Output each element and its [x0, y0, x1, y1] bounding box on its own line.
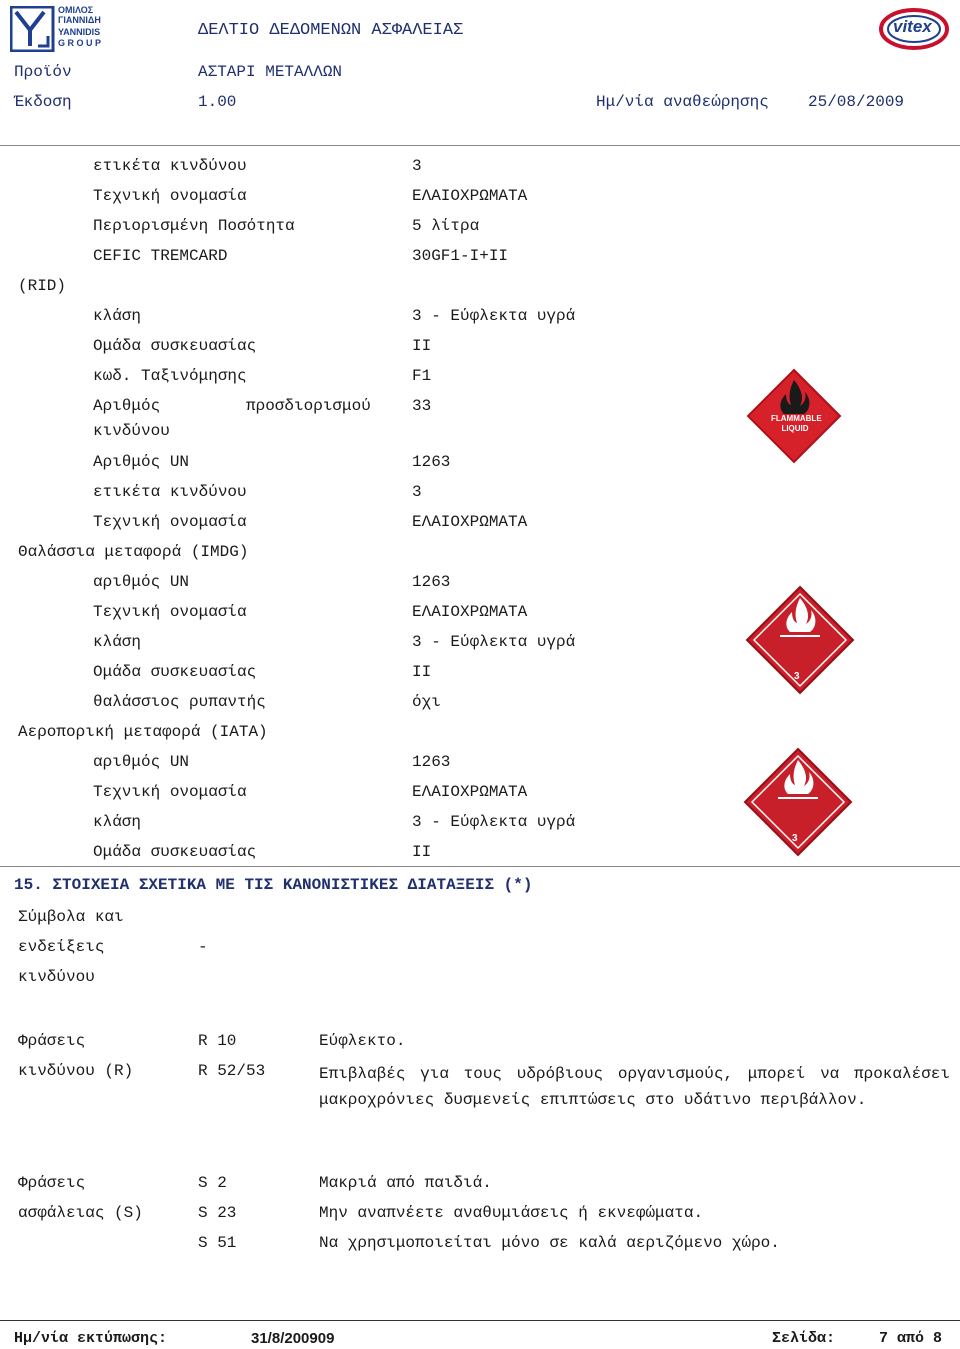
- rid-value-2: F1: [412, 367, 432, 385]
- iata-label-3: Ομάδα συσκευασίας: [93, 843, 257, 861]
- revision-label: Ημ/νία αναθεώρησης: [596, 93, 769, 111]
- road-value-3: 30GF1-I+II: [412, 247, 509, 265]
- edition-label: Έκδοση: [14, 93, 72, 111]
- rid-label-4: Αριθμός UN: [93, 453, 190, 471]
- rid-heading: (RID): [18, 277, 67, 295]
- iata-value-1: ΕΛΑΙΟΧΡΩΜΑΤΑ: [412, 783, 528, 801]
- rid-value-1: II: [412, 337, 432, 355]
- risk-label-1: Φράσεις: [18, 1032, 86, 1050]
- rid-label-2: κωδ. Ταξινόμησης: [93, 367, 247, 385]
- road-value-1: ΕΛΑΙΟΧΡΩΜΑΤΑ: [412, 187, 528, 205]
- rid-label-1: Ομάδα συσκευασίας: [93, 337, 257, 355]
- rid-label-3c: κινδύνου: [93, 422, 170, 440]
- risk-text-0: Εύφλεκτο.: [319, 1032, 406, 1050]
- iata-class3-placard: [742, 746, 854, 858]
- safety-code-2: S 51: [198, 1234, 237, 1252]
- iata-label-2: κλάση: [93, 813, 142, 831]
- imdg-label-3: Ομάδα συσκευασίας: [93, 663, 257, 681]
- safety-label-1: Φράσεις: [18, 1174, 86, 1192]
- imdg-value-4: όχι: [412, 693, 441, 711]
- iata-label-0: αριθμός UN: [93, 753, 190, 771]
- road-value-2: 5 λίτρα: [412, 217, 480, 235]
- imdg-label-1: Τεχνική ονομασία: [93, 603, 247, 621]
- imdg-class3-placard: [744, 584, 856, 696]
- rid-value-5: 3: [412, 483, 422, 501]
- iata-label-1: Τεχνική ονομασία: [93, 783, 247, 801]
- symbols-value: -: [198, 938, 208, 956]
- header-divider: [0, 145, 960, 146]
- symbols-label-2: ενδείξεις: [18, 938, 105, 956]
- iata-value-2: 3 - Εύφλεκτα υγρά: [412, 813, 576, 831]
- iata-value-0: 1263: [412, 753, 451, 771]
- imdg-label-0: αριθμός UN: [93, 573, 190, 591]
- print-date-value: 31/8/200909: [251, 1330, 335, 1347]
- vitex-brand-text: vitex: [893, 17, 932, 36]
- rid-label-6: Τεχνική ονομασία: [93, 513, 247, 531]
- symbols-label-3: κινδύνου: [18, 968, 95, 986]
- imdg-label-2: κλάση: [93, 633, 142, 651]
- product-label: Προϊόν: [14, 63, 72, 81]
- rid-label-3b: προσδιορισμού: [246, 397, 371, 415]
- company-name-2: ΓΙΑΝΝΙΔΗ: [58, 15, 101, 25]
- safety-text-0: Μακριά από παιδιά.: [319, 1174, 492, 1192]
- road-label-3: CEFIC TREMCARD: [93, 247, 228, 265]
- imdg-label-4: θαλάσσιος ρυπαντής: [93, 693, 266, 711]
- edition-value: 1.00: [198, 93, 237, 111]
- flame-icon: [742, 746, 854, 858]
- imdg-value-3: II: [412, 663, 432, 681]
- revision-value: 25/08/2009: [808, 93, 905, 111]
- placard-text: FLAMMABLE LIQUID: [771, 414, 822, 433]
- company-name-4: G R O U P: [58, 38, 102, 48]
- iata-value-3: II: [412, 843, 432, 861]
- rid-value-0: 3 - Εύφλεκτα υγρά: [412, 307, 576, 325]
- risk-label-2: κινδύνου (R): [18, 1062, 134, 1080]
- symbols-label-1: Σύμβολα και: [18, 908, 124, 926]
- page-label: Σελίδα:: [772, 1330, 836, 1347]
- road-value-0: 3: [412, 157, 422, 175]
- print-date-label: Ημ/νία εκτύπωσης:: [14, 1330, 168, 1347]
- safety-text-1: Μην αναπνέετε αναθυμιάσεις ή εκνεφώματα.: [319, 1204, 704, 1222]
- document-title: ΔΕΛΤΙΟ ΔΕΔΟΜΕΝΩΝ ΑΣΦΑΛΕΙΑΣ: [198, 21, 464, 40]
- iata-heading: Αεροπορική μεταφορά (IATA): [18, 723, 268, 741]
- imdg-value-1: ΕΛΑΙΟΧΡΩΜΑΤΑ: [412, 603, 528, 621]
- section15-title: 15. ΣΤΟΙΧΕΙΑ ΣΧΕΤΙΚΑ ΜΕ ΤΙΣ ΚΑΝΟΝΙΣΤΙΚΕΣ ΔΙΑΤΑΞΕΙΣ (*): [14, 876, 533, 894]
- imdg-value-2: 3 - Εύφλεκτα υγρά: [412, 633, 576, 651]
- rid-label-3a: Αριθμός: [93, 397, 161, 415]
- imdg-placard-number: 3: [794, 671, 800, 682]
- road-label-0: ετικέτα κινδύνου: [93, 157, 247, 175]
- rid-value-6: ΕΛΑΙΟΧΡΩΜΑΤΑ: [412, 513, 528, 531]
- rid-label-5: ετικέτα κινδύνου: [93, 483, 247, 501]
- rid-label-0: κλάση: [93, 307, 142, 325]
- risk-text-1: Επιβλαβές για τους υδρόβιους οργανισμούς, μπορεί να προκαλέσει μακροχρόνιες δυσμενείς επιπτώσεις στο υδάτινο περιβάλλον.: [319, 1065, 950, 1109]
- page-number: 7 από 8: [879, 1330, 943, 1347]
- company-name-1: ΟΜΙΛΟΣ: [58, 5, 94, 15]
- road-label-2: Περιορισμένη Ποσότητα: [93, 217, 295, 235]
- safety-text-2: Να χρησιμοποιείται μόνο σε καλά αεριζόμενο χώρο.: [319, 1234, 780, 1252]
- product-value: ΑΣΤΑΡΙ ΜΕΤΑΛΛΩΝ: [198, 63, 343, 81]
- safety-code-1: S 23: [198, 1204, 237, 1222]
- safety-label-2: ασφάλειας (S): [18, 1204, 143, 1222]
- safety-code-0: S 2: [198, 1174, 227, 1192]
- footer-divider: [0, 1320, 960, 1321]
- road-label-1: Τεχνική ονομασία: [93, 187, 247, 205]
- iata-placard-number: 3: [792, 833, 798, 844]
- rid-value-4: 1263: [412, 453, 451, 471]
- imdg-heading: Θαλάσσια μεταφορά (IMDG): [18, 543, 249, 561]
- section-divider: [0, 866, 960, 867]
- risk-code-1: R 52/53: [198, 1062, 266, 1080]
- imdg-value-0: 1263: [412, 573, 451, 591]
- rid-value-3: 33: [412, 397, 432, 415]
- company-name-3: YANNIDIS: [58, 27, 101, 37]
- risk-code-0: R 10: [198, 1032, 237, 1050]
- flame-icon: [744, 584, 856, 696]
